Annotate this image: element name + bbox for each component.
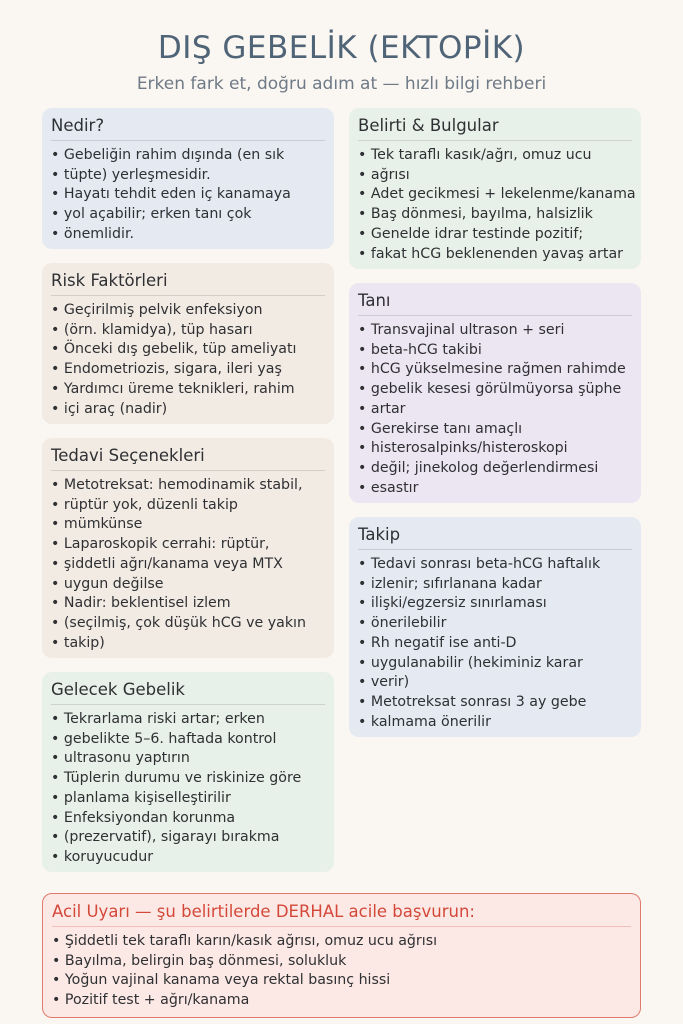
bullet-item: • gebelik kesesi görülmüyorsa şüphe <box>358 380 632 400</box>
card-belirti <box>349 108 641 269</box>
bullet-list <box>358 146 636 264</box>
bullet-item: • beta-hCG takibi <box>358 341 632 361</box>
bullet-item: • Tedavi sonrası beta-hCG haftalık <box>358 555 632 575</box>
bullet-item: • ultrasonu yaptırın <box>51 749 325 769</box>
bullet-item: • Yoğun vajinal kanama veya rektal basınç hissi <box>52 971 631 991</box>
bullet-item: • izlenir; sıfırlanana kadar <box>358 575 632 595</box>
bullet-item: • Bayılma, belirgin baş dönmesi, solukluk <box>52 952 631 972</box>
bullet-list <box>51 146 325 245</box>
card-nedir <box>42 108 334 249</box>
bullet-item: • Yardımcı üreme teknikleri, rahim <box>51 380 325 400</box>
bullet-item: • Nadir: beklentisel izlem <box>51 594 325 614</box>
bullet-item: • Laparoskopik cerrahi: rüptür, <box>51 535 325 555</box>
bullet-item: • Gerekirse tanı amaçlı <box>358 420 632 440</box>
bullet-item: • fakat hCG beklenenden yavaş artar <box>358 245 632 265</box>
page-title: DIŞ GEBELİK (EKTOPİK) <box>157 30 526 66</box>
card-title: Risk Faktörleri <box>51 271 325 296</box>
bullet-item: • koruyucudur <box>51 848 325 868</box>
bullet-item: • uygulanabilir (hekiminiz karar <box>358 654 632 674</box>
bullet-item: • şiddetli ağrı/kanama veya MTX <box>51 555 325 575</box>
bullet-item: • Enfeksiyondan korunma <box>51 809 325 829</box>
bullet-item: • tüpte) yerleşmesidir. <box>51 166 325 186</box>
bullet-item: • Şiddetli tek taraflı karın/kasık ağrısı, omuz ucu ağrısı <box>52 932 631 952</box>
bullet-list <box>52 932 631 1011</box>
alert-title: Acil Uyarı — şu belirtilerde DERHAL acile başvurun: <box>52 902 631 927</box>
card-tedavi <box>42 438 334 658</box>
bullet-item: • değil; jinekolog değerlendirmesi <box>358 459 632 479</box>
bullet-item: • Tek taraflı kasık/ağrı, omuz ucu <box>358 146 632 166</box>
bullet-item: • Hayatı tehdit eden iç kanamaya <box>51 185 325 205</box>
bullet-item: • (örn. klamidya), tüp hasarı <box>51 321 325 341</box>
bullet-item: • Metotreksat sonrası 3 ay gebe <box>358 693 632 713</box>
bullet-list <box>358 321 632 498</box>
bullet-list <box>51 476 325 653</box>
card-title: Gelecek Gebelik <box>51 680 325 705</box>
card-title: Tedavi Seçenekleri <box>51 446 325 471</box>
bullet-item: • Transvajinal ultrason + seri <box>358 321 632 341</box>
bullet-item: • yol açabilir; erken tanı çok <box>51 205 325 225</box>
card-tani <box>349 283 641 503</box>
bullet-item: • önemlidir. <box>51 225 325 245</box>
bullet-item: • Baş dönmesi, bayılma, halsizlik <box>358 205 632 225</box>
bullet-item: • (seçilmiş, çok düşük hCG ve yakın <box>51 614 325 634</box>
bullet-item: • takip) <box>51 634 325 654</box>
bullet-item: • Geçirilmiş pelvik enfeksiyon <box>51 301 325 321</box>
bullet-item: • Genelde idrar testinde pozitif; <box>358 225 632 245</box>
card-title: Nedir? <box>51 116 325 141</box>
bullet-item: • Önceki dış gebelik, tüp ameliyatı <box>51 340 325 360</box>
bullet-item: • Tekrarlama riski artar; erken <box>51 710 325 730</box>
bullet-item: • içi araç (nadir) <box>51 400 325 420</box>
bullet-item: • Adet gecikmesi + lekelenme/kanama <box>358 185 632 205</box>
bullet-item: • planlama kişiselleştirilir <box>51 789 325 809</box>
bullet-list <box>51 301 325 419</box>
emergency-alert-box <box>42 893 641 1018</box>
bullet-item: • Tüplerin durumu ve riskinize göre <box>51 769 325 789</box>
card-title: Takip <box>358 525 632 550</box>
bullet-list <box>51 710 325 868</box>
bullet-item: • artar <box>358 400 632 420</box>
bullet-item: • esastır <box>358 479 632 499</box>
bullet-item: • rüptür yok, düzenli takip <box>51 496 325 516</box>
bullet-item: • ilişki/egzersiz sınırlaması <box>358 594 632 614</box>
bullet-item: • Pozitif test + ağrı/kanama <box>52 991 631 1011</box>
bullet-item: • Gebeliğin rahim dışında (en sık <box>51 146 325 166</box>
bullet-item: • mümkünse <box>51 515 325 535</box>
bullet-item: • kalmama önerilir <box>358 713 632 733</box>
card-takip <box>349 517 641 737</box>
card-gelecek <box>42 672 334 872</box>
bullet-item: • uygun değilse <box>51 575 325 595</box>
bullet-item: • (prezervatif), sigarayı bırakma <box>51 828 325 848</box>
bullet-item: • histerosalpinks/histeroskopi <box>358 439 632 459</box>
bullet-item: • ağrısı <box>358 166 632 186</box>
card-risk <box>42 263 334 424</box>
page-subtitle: Erken fark et, doğru adım at — hızlı bilgi rehberi <box>136 74 547 94</box>
bullet-item: • gebelikte 5–6. haftada kontrol <box>51 730 325 750</box>
bullet-item: • verir) <box>358 673 632 693</box>
bullet-list <box>358 555 632 732</box>
bullet-item: • Metotreksat: hemodinamik stabil, <box>51 476 325 496</box>
bullet-item: • Rh negatif ise anti-D <box>358 634 632 654</box>
card-title: Belirti & Bulgular <box>358 116 632 141</box>
bullet-item: • Endometriozis, sigara, ileri yaş <box>51 360 325 380</box>
bullet-item: • hCG yükselmesine rağmen rahimde <box>358 360 632 380</box>
card-title: Tanı <box>358 291 632 316</box>
bullet-item: • önerilebilir <box>358 614 632 634</box>
